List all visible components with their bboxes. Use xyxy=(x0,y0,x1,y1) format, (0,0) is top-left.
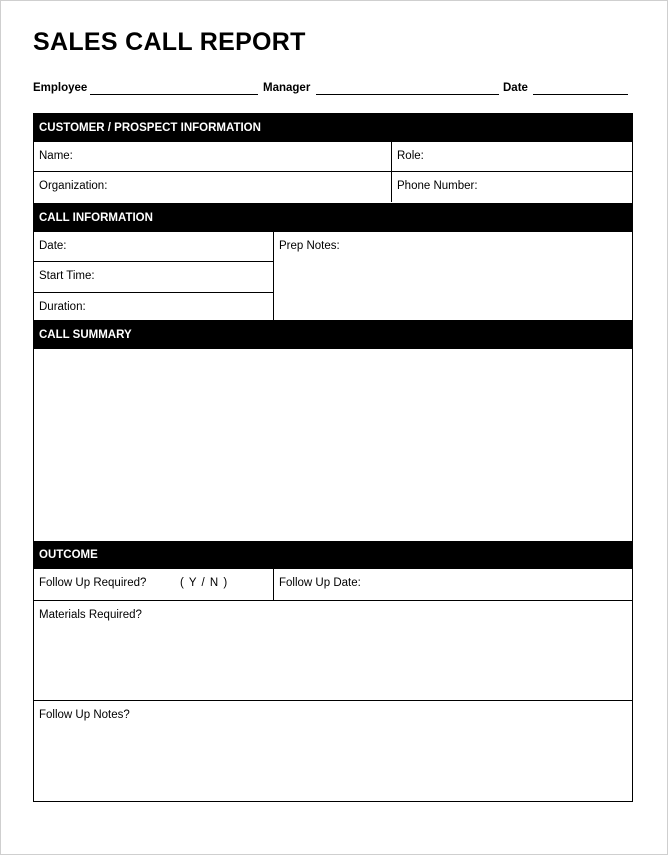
prep-notes-label: Prep Notes: xyxy=(279,240,340,252)
materials-required-field[interactable] xyxy=(34,601,632,701)
yes-no-option[interactable]: ( Y / N ) xyxy=(180,577,229,589)
follow-up-notes-field[interactable] xyxy=(34,701,632,801)
prep-notes-field[interactable] xyxy=(274,232,632,320)
materials-required-label: Materials Required? xyxy=(39,609,142,621)
call-date-field[interactable] xyxy=(34,232,274,262)
duration-label: Duration: xyxy=(39,301,86,313)
start-time-field[interactable] xyxy=(34,262,274,293)
date-label: Date xyxy=(503,82,528,94)
follow-up-date-label: Follow Up Date: xyxy=(279,577,361,589)
phone-number-label: Phone Number: xyxy=(397,180,478,192)
follow-up-required-label: Follow Up Required? xyxy=(39,577,147,589)
name-label: Name: xyxy=(39,150,73,162)
employee-label: Employee xyxy=(33,82,88,94)
customer-section-heading: CUSTOMER / PROSPECT INFORMATION xyxy=(33,114,633,142)
follow-up-date-field[interactable] xyxy=(274,569,632,601)
call-section-heading: CALL INFORMATION xyxy=(33,203,633,232)
role-field[interactable] xyxy=(392,142,632,172)
duration-field[interactable] xyxy=(34,293,274,320)
date-field[interactable] xyxy=(533,94,628,95)
role-label: Role: xyxy=(397,150,424,162)
call-summary-field[interactable] xyxy=(34,349,632,541)
employee-field[interactable] xyxy=(90,94,258,95)
name-field[interactable] xyxy=(34,142,392,172)
organization-field[interactable] xyxy=(34,172,392,202)
follow-up-notes-label: Follow Up Notes? xyxy=(39,709,130,721)
organization-label: Organization: xyxy=(39,180,108,192)
header-fields xyxy=(33,82,633,96)
start-time-label: Start Time: xyxy=(39,270,95,282)
manager-field[interactable] xyxy=(316,94,499,95)
manager-label: Manager xyxy=(263,82,311,94)
call-date-label: Date: xyxy=(39,240,67,252)
outcome-section-heading: OUTCOME xyxy=(33,541,633,569)
summary-section-heading: CALL SUMMARY xyxy=(33,320,633,349)
phone-number-field[interactable] xyxy=(392,172,632,202)
report-form xyxy=(33,113,633,802)
follow-up-required-field[interactable] xyxy=(34,569,274,601)
page-title: SALES CALL REPORT xyxy=(33,28,306,56)
